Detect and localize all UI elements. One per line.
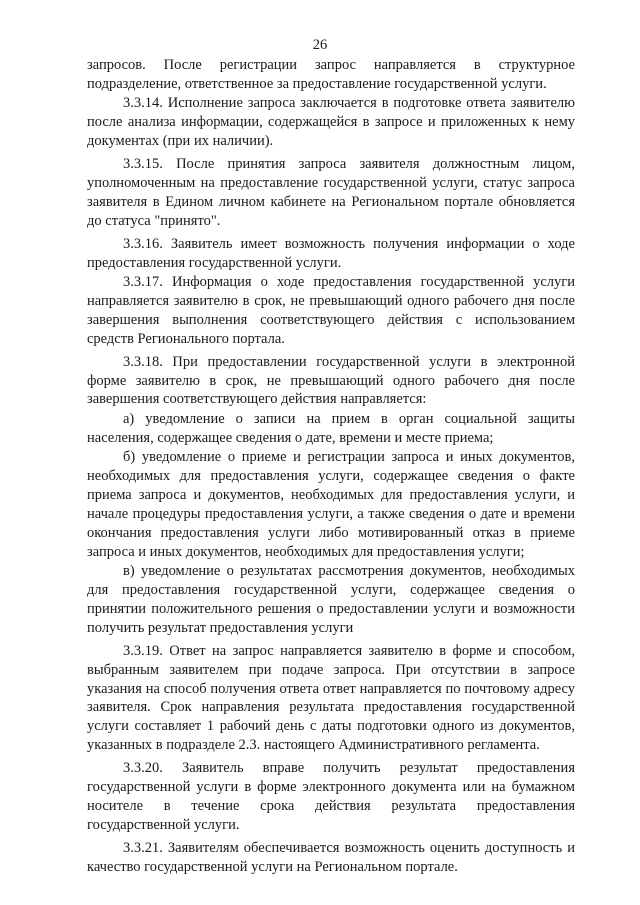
document-body: [87, 56, 575, 877]
paragraph-3-3-20: 3.3.20. Заявитель вправе получить результат предоставления государственной услуги в форме электронного документа или на бумажном носителе в течение срока действия результата предоставления государственной услуги.: [87, 760, 575, 833]
page-number: 26: [312, 37, 328, 53]
paragraph-continuation: запросов. После регистрации запрос направляется в структурное подразделение, ответственное за предоставление государственной услуги.: [87, 57, 575, 92]
paragraph-3-3-18: 3.3.18. При предоставлении государственной услуги в электронной форме заявителю в срок, не превышающий одного рабочего дня после завершения соответствующего действия направляется:: [87, 353, 575, 408]
paragraph-3-3-14: 3.3.14. Исполнение запроса заключается в подготовке ответа заявителю после анализа информации, содержащейся в запросе и приложенных к нему документах (при их наличии).: [87, 95, 575, 150]
paragraph-3-3-18-b: б) уведомление о приеме и регистрации запроса и иных документов, необходимых для предоставления услуги, содержащее сведения о факте приема запроса и документов, необходимых для предоставления услуги, и начале процедуры предоставления услуги, а также сведения о дате и времени окончания предоставления услуги либо мотивированный отказ в приеме запроса и иных документов, необходимых для предоставления услуги;: [87, 449, 575, 560]
paragraph-3-3-15: 3.3.15. После принятия запроса заявителя должностным лицом, уполномоченным на предоставление государственной услуги, статус запроса заявителя в Едином личном кабинете на Региональном портале обновляется до статуса "принято".: [87, 156, 575, 229]
paragraph-3-3-18-v: в) уведомление о результатах рассмотрения документов, необходимых для предоставления государственной услуги, содержащее сведения о принятии положительного решения о предоставлении услуги и возможности получить результат предоставления услуги: [87, 563, 575, 636]
paragraph-3-3-17: 3.3.17. Информация о ходе предоставления государственной услуги направляется заявителю в срок, не превышающий одного рабочего дня после завершения выполнения соответствующего действия с использованием средств Регионального портала.: [87, 273, 575, 347]
paragraph-3-3-18-a: а) уведомление о записи на прием в орган социальной защиты населения, содержащее сведения о дате, времени и месте приема;: [87, 410, 575, 446]
paragraph-3-3-19: 3.3.19. Ответ на запрос направляется заявителю в форме и способом, выбранным заявителем при подаче запроса. При отсутствии в запросе указания на способ получения ответа ответ направляется по почтовому адресу заявителя. Срок направления результата предоставления государственной услуги составляет 1 рабочий день с даты подготовки одного из документов, указанных в подразделе 2.3. настоящего Административного регламента.: [87, 642, 575, 754]
paragraph-3-3-21: 3.3.21. Заявителям обеспечивается возможность оценить доступность и качество государственной услуги на Региональном портале.: [87, 839, 575, 875]
paragraph-3-3-16: 3.3.16. Заявитель имеет возможность получения информации о ходе предоставления государственной услуги.: [87, 235, 575, 271]
